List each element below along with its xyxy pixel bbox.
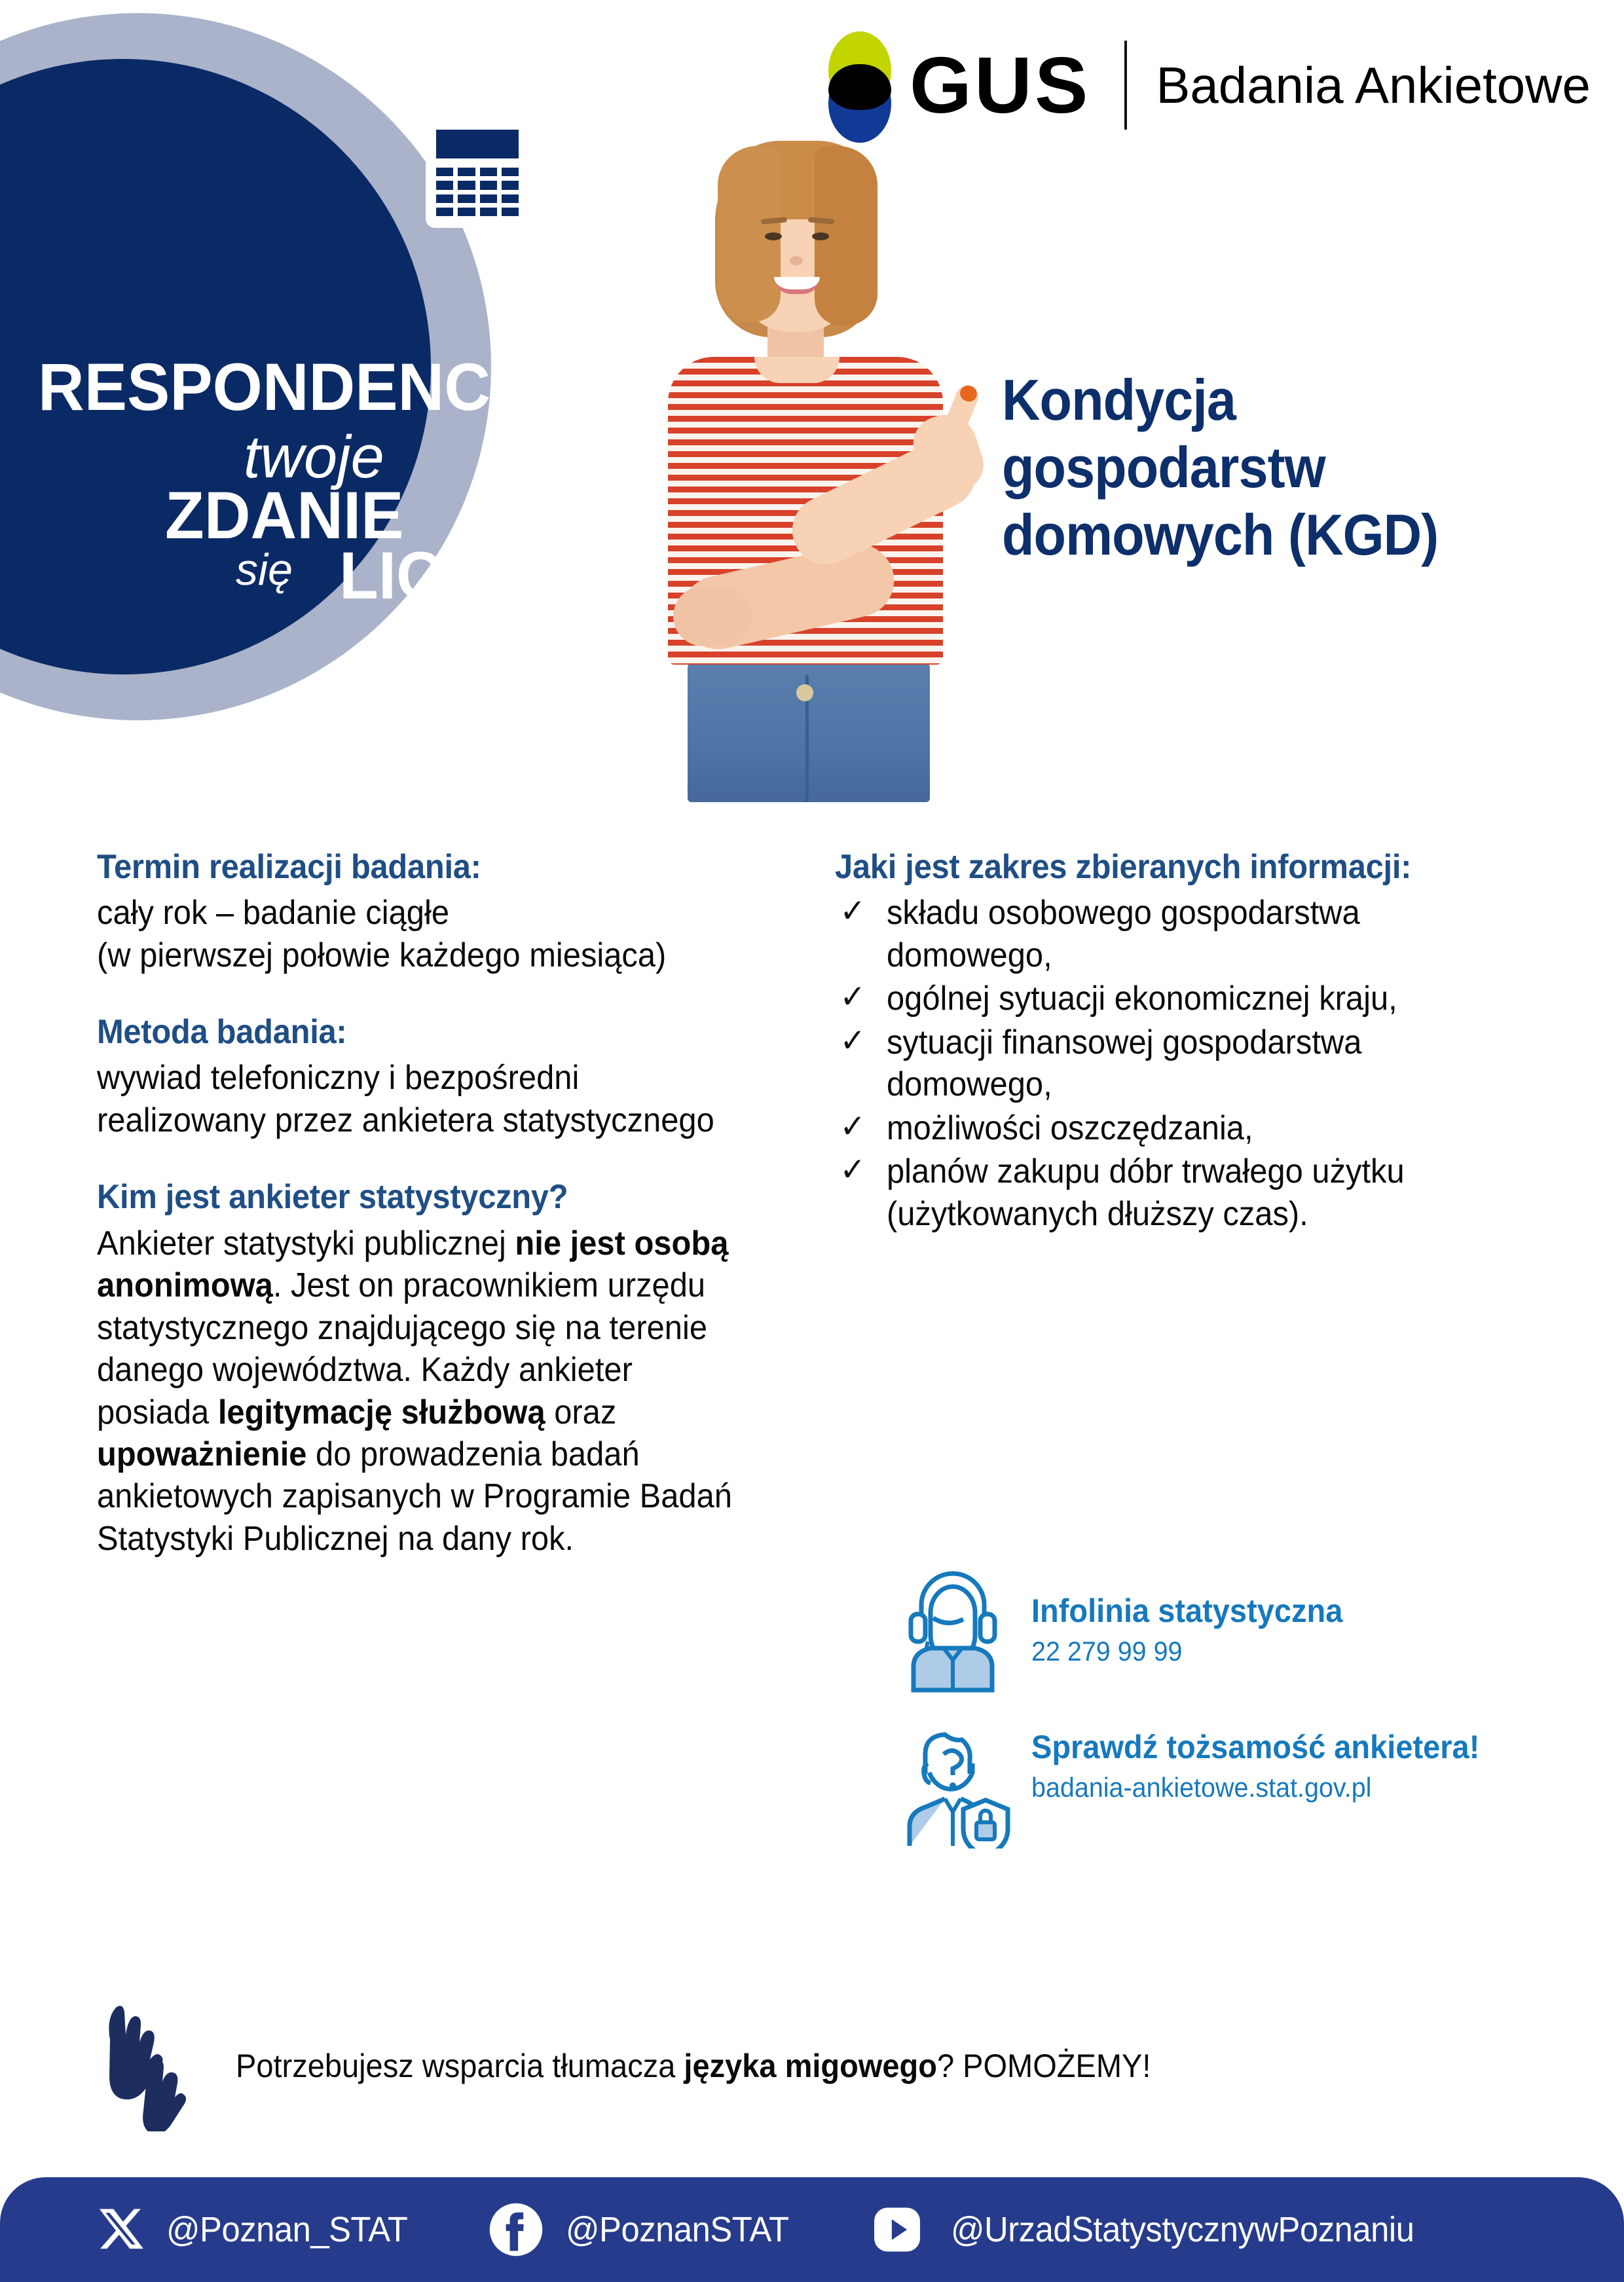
footer-social-bar <box>0 2177 1624 2282</box>
list-item-label: planów zakupu dóbr trwałego użytku (użytkowanych dłuższy czas). <box>886 1152 1405 1233</box>
text-metoda: wywiad telefoniczny i bezpośredni realizowany przez ankietera statystycznego <box>97 1059 714 1139</box>
contact-hotline-text <box>1031 1562 1363 1667</box>
social-x-handle: @Poznan_STAT <box>166 2210 408 2249</box>
sign-text-before: Potrzebujesz wsparcia tłumacza <box>236 2048 684 2084</box>
header-divider <box>1124 41 1127 130</box>
check-icon: ✓ <box>840 893 866 930</box>
badge-line-twoje: twoje <box>244 424 384 490</box>
gus-header <box>822 26 1591 144</box>
text-ankieter <box>97 1223 749 1560</box>
calculator-keys <box>436 168 519 216</box>
sign-language-bar <box>98 2000 1539 2131</box>
ankieter-bold-2: legitymację służbową <box>217 1393 545 1431</box>
list-item-label: ogólnej sytuacji ekonomicznej kraju, <box>886 980 1397 1018</box>
heading-ankieter: Kim jest ankieter statystyczny? <box>97 1178 568 1217</box>
contact-hotline[interactable] <box>887 1562 1595 1699</box>
sign-language-hands-icon <box>98 2000 196 2131</box>
social-youtube-handle: @UrzadStatystycznywPoznaniu <box>951 2210 1414 2249</box>
ankieter-bold-1: nie jest osobą anonimową <box>97 1224 729 1305</box>
ankieter-part-3: oraz <box>545 1393 617 1431</box>
gus-logo-icon <box>822 26 900 144</box>
sign-language-text <box>236 2046 1151 2086</box>
badge-line-liczy: LICZY <box>339 538 525 613</box>
check-icon: ✓ <box>840 978 866 1016</box>
respondent-photo <box>589 141 995 802</box>
social-facebook[interactable] <box>489 2202 803 2257</box>
check-icon: ✓ <box>840 1151 866 1188</box>
gus-wordmark: GUS <box>910 41 1091 130</box>
youtube-icon <box>866 2207 929 2253</box>
heading-metoda: Metoda badania: <box>97 1013 347 1052</box>
contact-section <box>887 1562 1595 1873</box>
list-item <box>835 1107 1524 1149</box>
headset-operator-icon <box>887 1562 1031 1699</box>
sign-text-bold: języka migowego <box>684 2048 937 2084</box>
survey-title: Kondycja gospodarstw domowych (KGD) <box>1002 367 1439 567</box>
contact-identity-title: Sprawdź tożsamość ankietera! <box>1031 1729 1480 1765</box>
contact-identity-text <box>1031 1718 1508 1803</box>
contact-identity[interactable] <box>887 1718 1595 1855</box>
contact-hotline-title: Infolinia statystyczna <box>1031 1592 1343 1629</box>
left-column <box>97 848 791 1596</box>
text-termin-2: (w pierwszej połowie każdego miesiąca) <box>97 936 667 974</box>
block-termin <box>97 848 791 976</box>
list-item <box>835 978 1524 1020</box>
social-youtube[interactable] <box>866 2207 1444 2253</box>
list-item <box>835 1021 1524 1106</box>
social-facebook-handle: @PoznanSTAT <box>566 2210 789 2249</box>
check-icon: ✓ <box>840 1021 866 1059</box>
check-icon: ✓ <box>840 1107 866 1145</box>
x-twitter-icon <box>97 2206 144 2253</box>
header-subtitle: Badania Ankietowe <box>1156 56 1591 114</box>
badge-line-respondencie: RESPONDENCIE <box>38 350 551 424</box>
ankieter-bold-3: upoważnienie <box>97 1435 307 1474</box>
badge-line-zdanie: ZDANIE <box>165 478 404 553</box>
ankieter-part-4: do prowadzenia badań ankietowych zapisanych w Programie Badań Statystyki Publicznej na dany rok. <box>97 1435 732 1558</box>
badge-line-sie: się <box>236 545 293 595</box>
calculator-display <box>436 130 519 158</box>
scope-list <box>835 892 1568 1235</box>
block-metoda <box>97 1013 791 1141</box>
ankieter-part-1: Ankieter statystyki publicznej <box>97 1224 515 1262</box>
calculator-icon <box>426 118 529 228</box>
list-item <box>835 892 1524 976</box>
badge-slogan <box>0 350 551 629</box>
list-item-label: składu osobowego gospodarstwa domowego, <box>886 894 1360 974</box>
ankieter-part-2: . Jest on pracownikiem urzędu statystycznego znajdującego się na terenie danego województwa. Każdy ankieter posiada <box>97 1266 708 1431</box>
heading-termin: Termin realizacji badania: <box>97 848 481 886</box>
contact-hotline-number: 22 279 99 99 <box>1031 1636 1183 1666</box>
contact-identity-url[interactable]: badania-ankietowe.stat.gov.pl <box>1031 1772 1372 1803</box>
list-item-label: sytuacji finansowej gospodarstwa domowego, <box>886 1023 1362 1104</box>
list-item-label: możliwości oszczędzania, <box>886 1109 1253 1147</box>
heading-zakres: Jaki jest zakres zbieranych informacji: <box>835 848 1412 886</box>
list-item <box>835 1150 1524 1235</box>
block-ankieter <box>97 1178 791 1560</box>
sign-text-after: ? POMOŻEMY! <box>936 2048 1151 2084</box>
text-termin-1: cały rok – badanie ciągłe <box>97 894 450 932</box>
social-x[interactable] <box>97 2206 423 2253</box>
right-column <box>835 848 1568 1236</box>
facebook-icon <box>489 2202 544 2257</box>
identity-check-shield-icon <box>887 1718 1031 1855</box>
